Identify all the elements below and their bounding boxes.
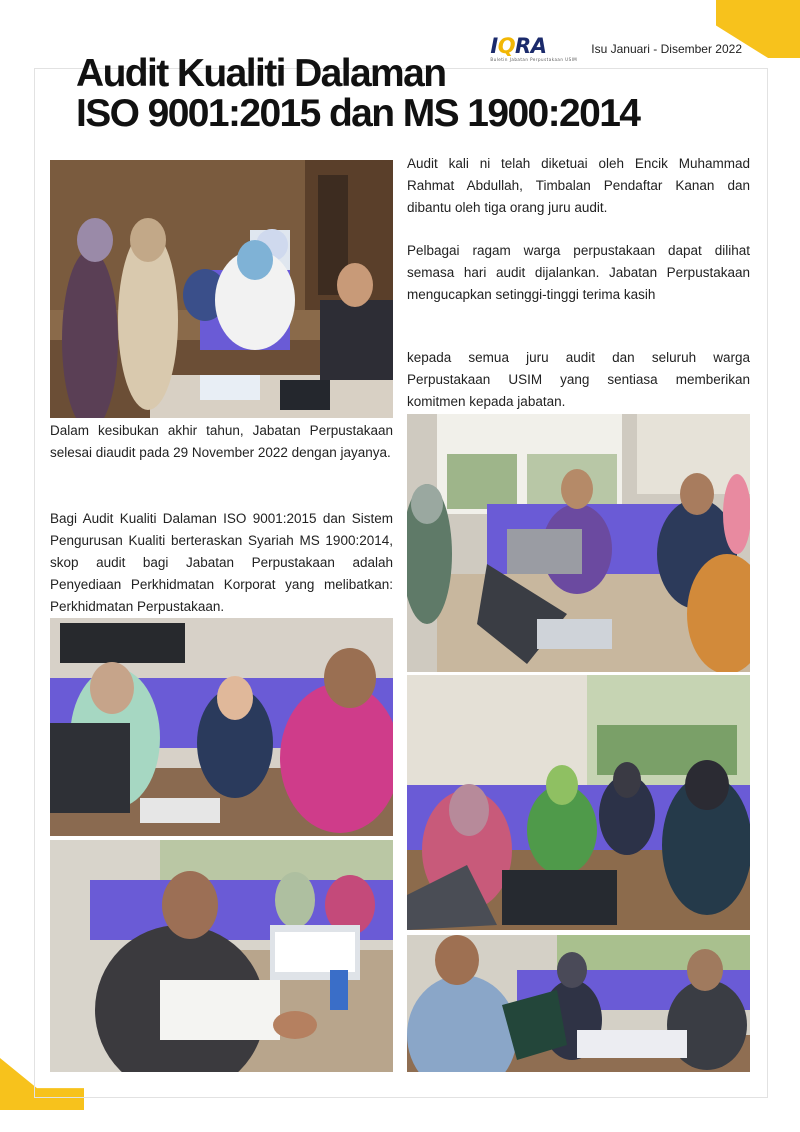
right-paragraph-3: kepada semua juru audit dan seluruh warga Perpustakaan USIM yang sentiasa memberikan komitmen kepada jabatan. — [407, 350, 750, 409]
right-paragraph-1: Audit kali ni telah diketuai oleh Encik Muhammad Rahmat Abdullah, Timbalan Pendaftar Kanan dan dibantu oleh tiga orang juru audit. — [407, 156, 750, 215]
left-paragraph-2: Bagi Audit Kualiti Dalaman ISO 9001:2015 dan Sistem Pengurusan Kualiti berteraskan Syariah MS 1900:2014, skop audit bagi Jabatan Perpustakaan adalah Penyediaan Perkhidmatan Korporat yang melibatkan: Perkhidmatan Perpustakaan. — [50, 511, 393, 614]
issue-label: Isu Januari - Disember 2022 — [591, 42, 742, 56]
right-paragraph-2: Pelbagai ragam warga perpustakaan dapat dilihat semasa hari audit dijalankan. Jabatan Perpustakaan mengucapkan setinggi-tinggi terima kasih — [407, 243, 750, 302]
logo-letters-ra: RA — [515, 34, 547, 58]
photo-laptop-table-group — [407, 414, 750, 672]
article-title: Audit Kualiti Dalaman ISO 9001:2015 dan MS 1900:2014 — [76, 52, 640, 135]
logo-letter-i: I — [490, 34, 498, 58]
photo-meeting-standing-women — [50, 160, 393, 418]
left-paragraph-1: Dalam kesibukan akhir tahun, Jabatan Perpustakaan selesai diaudit pada 29 November 2022 dengan jayanya. — [50, 423, 393, 460]
logo-letter-q: Q — [497, 34, 516, 58]
photo-women-around-table — [407, 675, 750, 930]
photo-document-review — [407, 935, 750, 1072]
photo-auditor-writing — [50, 840, 393, 1072]
photo-discussion-pink-shirt — [50, 618, 393, 836]
logo-tagline: Buletin Jabatan Perpustakaan USIM — [490, 57, 578, 62]
